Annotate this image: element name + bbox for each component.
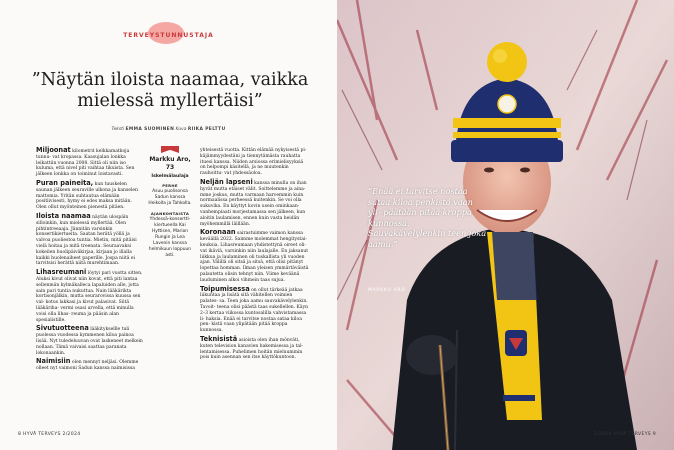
facts-name — [147, 156, 193, 171]
paragraph-text: näytän ulospäin silloinkin, kun mielessä myllertää. Olen pihtintreeaaja. Jännitän varsinkin konsertikiertueita. Saatan herätä yöllä ja valvoa puoliestoa tuntia. Mietin, mitä pitäisi vielä hoitaa ja mitä treenata. Seuraavaksi kokeilen huolipäiväkirjaa, kirjaan jo illalla kaikki huolenaiheet paperille. Jospa niitä ei tarvitsisi herättä niitä murehtimaan. — [36, 214, 137, 267]
section-kicker: TERVEYSTUNNUSTAJA — [123, 32, 214, 39]
paragraph-text: kun tuuskelen saunan jälkeen seuraville ulkona ja kanselen mattomia. Yritän suhtautua elämään positiivisesti, hymy ei edes maksa mitään. Olen ollut myönteinen pienestä pitäen. — [36, 181, 138, 211]
paragraph-lead: Naimisiin — [36, 357, 71, 366]
folio-left: 8 HYVÄ TERVEYS 2/2024 — [18, 432, 81, 437]
body-paragraph — [200, 284, 310, 334]
headline: ”Näytän iloista naamaa, vaikka mielessä myllertäisi” — [31, 70, 309, 111]
byline-text-author: EMMA SUOMINEN — [125, 127, 175, 132]
paragraph-lead: Teknisistä — [200, 334, 238, 343]
paragraph-lead: Toipumisessa — [200, 284, 250, 293]
byline-text-label: Teksti — [111, 127, 125, 132]
body-paragraph — [36, 178, 143, 211]
paragraph-text: olen mennyt neljäsi. Olemme olleet nyt vaimoni Sadun kanssa naimisissa — [36, 360, 139, 372]
facts-current-label: AJANKOHTAISTA — [150, 211, 190, 216]
folio-right: 2/2024 HYVÄ TERVEYS 9 — [593, 432, 656, 437]
paragraph-text: yhteisestä vuotta. Kittän elämää nykyisestä pi- käjämmyydestäni ja tiennytämästa rauhatta ituesi kanssa. Niiden arsiossa erimielisyyksiä on helpompi käsitellä, ja ne muutenkin rauhoittu- vat yhdessäoloa. — [200, 148, 307, 177]
byline — [0, 127, 337, 132]
paragraph-text: lääkityksellle tuli puolessa vuodessa kymmenen kiloa painoa lisää. Nyt tuledeluuvan ovat laskeneet melkein nollaan. Tämä vaivaisi saattaa paranata lokonaankin. — [36, 327, 143, 356]
facts-name-line2: 73 — [165, 163, 175, 171]
facts-family-label: PERHE — [162, 183, 178, 188]
paragraph-lead: Iloista naamaa — [36, 211, 91, 220]
paragraph-lead: Sivutuotteena — [36, 324, 89, 333]
facts-tab — [161, 146, 179, 153]
byline-photo-author: RIIKA PELTTU — [187, 127, 226, 132]
body-paragraph — [200, 334, 310, 361]
paragraph-lead: Neljän lapseni — [200, 177, 253, 186]
paragraph-text: asioista olen ihan mönväti, kuten television kanavien hakemisessa ja tal- lentamisessa. Puhelimen hoitän mieluummin pois kuin asennan sen itse käyttökuntoon. — [200, 337, 304, 361]
pull-quote: ”Enää ei tarvitse nostaa sataa kiloa penkistä vaan yli- päätään pitää kroppa kunnossa. Sauvakävelylenkin teen joka aamu.” — [368, 186, 487, 249]
paragraph-text: löytyi pari vuotta sitten. Aluksi kivut olivat niin kovat, että piti lantaa sellenmän kylmäkalleca lapaluiden alle, jotta sain pari tuntia nukuttua. Nain lääkärikta kortisonjälkin, mutta seurarovissa kuussa sen val- kotus lakkasi ja kivut palasivat. Siitä lääkäriha- vermi osasi arvella, että minulla voisi olla lihas- reuma ja pääsin alan spesialistille. — [36, 271, 143, 323]
hat-badge-icon — [498, 95, 516, 113]
paragraph-text: on ollut tärkeää jatkaa liikuntaa ja lisätä sitä vähitellen voimien palates- sa. Teen joka aamu sauvakävelylenkin. Tavoit- teena olisi päästä taas sukellellen. Käyn 2–3 kertaa viikossa kuntosalilla vahvistamassa li- haksia. Enää ei tarvitse nostaa sataa kiloa pen- kistä vaan ylipätään pitää kroppa kunnossa. — [200, 287, 309, 334]
body-paragraph — [200, 148, 310, 177]
paragraph-text: kanssa minulla on ihan hyvät mutta etäiset välit. Soittelemme ja aina- mme joskus, mutta varmaan harvemmin kuin normaalissa perheessä kuitenkin. Se voi olla sukuvika. En käyttyt kovin usein ominkaan- vanhempiaati morjestamassa sen jälkeen, kun aloitin laulamisen, ennen kuin vasta heidän myöhemmillä läillään. — [200, 180, 307, 227]
body-paragraph — [36, 211, 143, 267]
paragraph-text: sairastuimme vaimon kanssa keväällä 2022. Saimme molemmat hengitystai- keuksia. Lihasreumaan yhdistettynä oireet oli- vat ikäviä, varsinkin niin laulajalle. En jaksanut liikkua ja laulaminen oli tuskallista yli vuoden ajan. Välillä oli sitsä ja sitsä, että olisi pitänyt lopettaa homman. Ilman yleisen ymmärtäväistä palautetta olisin tehnyt niin. Viime keväänä lauduminen alkoi vihmein taas sujua. — [200, 231, 309, 283]
paragraph-lead: Puran paineita, — [36, 178, 94, 187]
pompom-hat-icon — [487, 42, 527, 82]
body-paragraph — [200, 230, 310, 283]
facts-box — [147, 146, 193, 259]
paragraph-lead: Miljoonat — [36, 146, 71, 154]
paragraph-lead: Lihasreumani — [36, 268, 87, 277]
paragraph-text: kilometrit kelkkamatkoja tunnu- vat kropassa. Kaasujalan lonkka leikattiin vuonna 2008. Sittä oli niin iso kuluma, että nivel piti vaihtaa tikuista. Sen jälkeen lonkka on toiminut loistavasti. — [36, 149, 135, 178]
byline-photo-label: Kuva — [175, 127, 187, 132]
facts-current-text: Yhdessä-konsertti-kiertueella Kai Hyttisen, Marion Rungin ja Lea Lavenin kanssa helmikuun loppuun asti. — [148, 217, 192, 258]
body-paragraph — [36, 359, 143, 372]
glove — [406, 335, 458, 375]
paragraph-lead: Koronaan — [200, 228, 236, 237]
facts-family-text: Asuu puolisonsa Sadun kanssa Heikolla ja Tahkolla. — [148, 189, 192, 206]
facts-name-line1: Markku Aro, — [149, 156, 191, 163]
body-paragraph — [36, 270, 143, 323]
pull-quote-attribution: MARKKU ARO — [368, 288, 406, 293]
body-paragraph — [36, 326, 143, 356]
body-paragraph — [36, 148, 143, 178]
facts-role: Iskelmälaulaja — [151, 174, 189, 179]
body-column-2 — [200, 148, 310, 364]
body-column-1 — [36, 148, 143, 375]
body-paragraph — [200, 177, 310, 227]
